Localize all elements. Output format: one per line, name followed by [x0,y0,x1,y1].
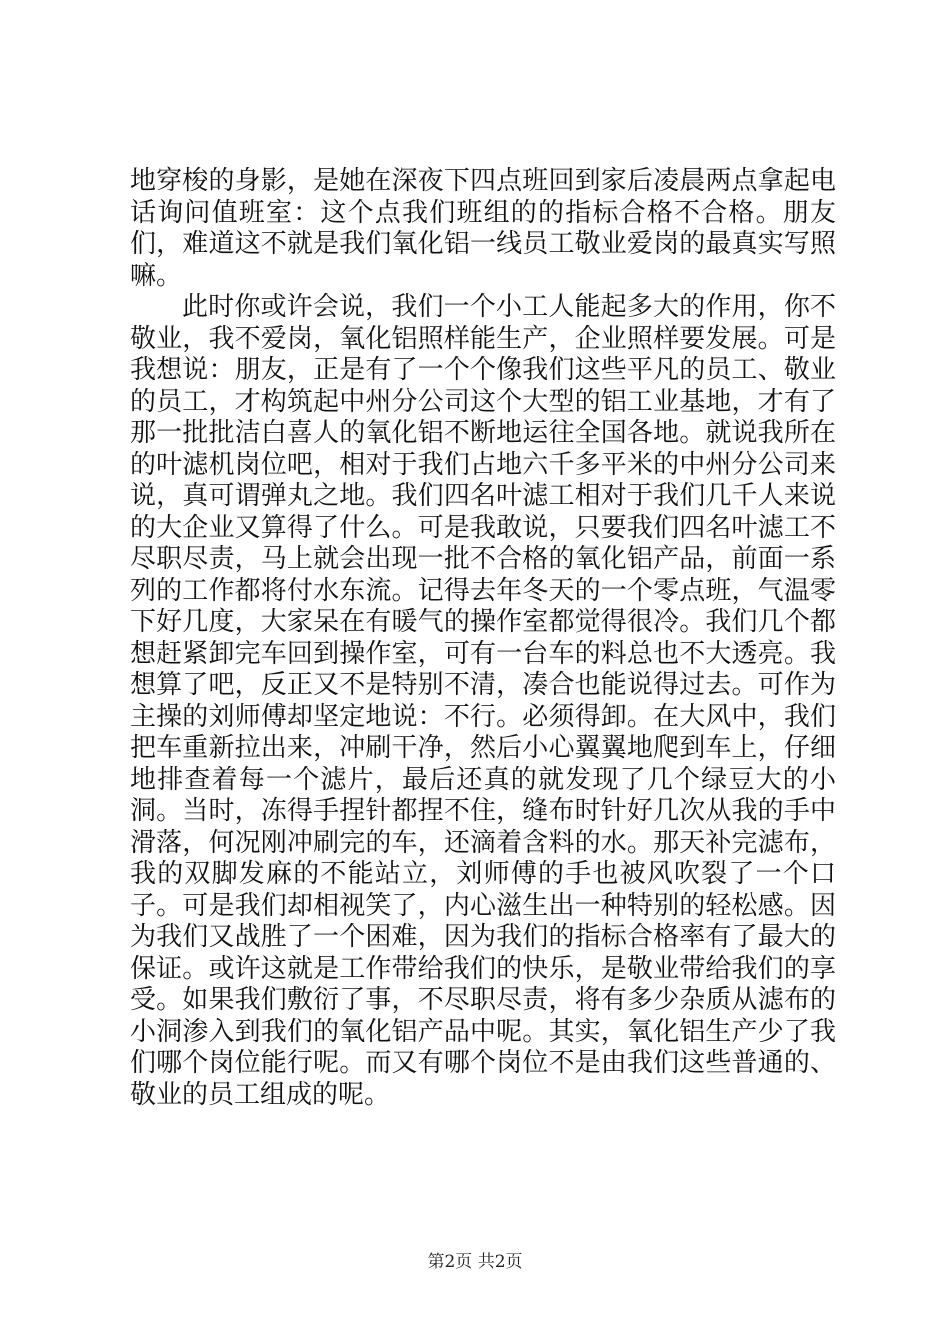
paragraph-main: 此时你或许会说，我们一个小工人能起多大的作用，你不敬业，我不爱岗，氧化铝照样能生产，企业照样要发展。可是我想说：朋友，正是有了一个个像我们这些平凡的员工、敬业的员工，才构筑起中州分公司这个大型的铝工业基地，才有了那一批批洁白喜人的氧化铝不断地运往全国各地。就说我所在的叶滤机岗位吧，相对于我们占地六千多平米的中州分公司来说，真可谓弹丸之地。我们四名叶滤工相对于我们几千人来说的大企业又算得了什么。可是我敢说，只要我们四名叶滤工不尽职尽责，马上就会出现一批不合格的氧化铝产品，前面一系列的工作都将付水东流。记得去年冬天的一个零点班，气温零下好几度，大家呆在有暖气的操作室都觉得很冷。我们几个都想赶紧卸完车回到操作室，可有一台车的料总也不大透亮。我想算了吧，反正又不是特别不清，凑合也能说得过去。可作为主操的刘师傅却坚定地说：不行。必须得卸。在大风中，我们把车重新拉出来，冲刷干净，然后小心翼翼地爬到车上，仔细地排查着每一个滤片，最后还真的就发现了几个绿豆大的小洞。当时，冻得手捏针都捏不住，缝布时针好几次从我的手中滑落，何况刚冲刷完的车，还滴着含料的水。那天补完滤布，我的双脚发麻的不能站立，刘师傅的手也被风吹裂了一个口子。可是我们却相视笑了，内心滋生出一种特别的轻松感。因为我们又战胜了一个困难，因为我们的指标合格率有了最大的保证。或许这就是工作带给我们的快乐，是敬业带给我们的享受。如果我们敷衍了事，不尽职尽责，将有多少杂质从滤布的小洞渗入到我们的氧化铝产品中呢。其实，氧化铝生产少了我们哪个岗位能行呢。而又有哪个岗位不是由我们这些普通的、敬业的员工组成的呢。 [130,292,836,1110]
paragraph-continuation: 地穿梭的身影，是她在深夜下四点班回到家后凌晨两点拿起电话询问值班室：这个点我们班组的的指标合格不合格。朋友们，难道这不就是我们氧化铝一线员工敬业爱岗的最真实写照嘛。 [130,166,836,291]
page-number-footer: 第2页 共2页 [427,1252,523,1272]
document-body [130,166,836,1111]
